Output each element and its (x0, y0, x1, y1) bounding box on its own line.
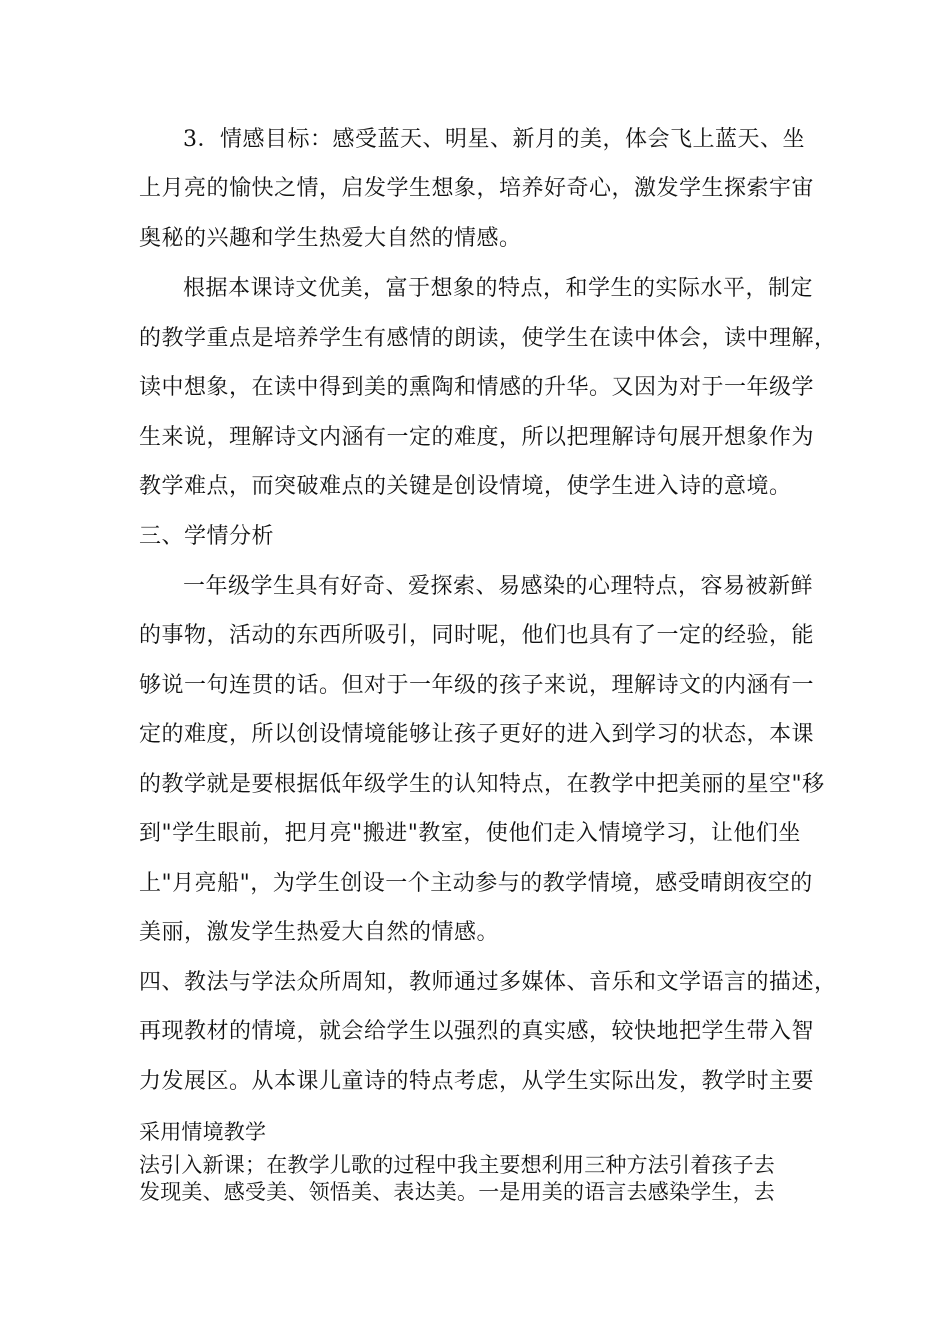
paragraph-line: 生来说，理解诗文内涵有一定的难度，所以把理解诗句展开想象作为 (139, 425, 815, 450)
paragraph-line: 再现教材的情境，就会给学生以强烈的真实感，较快地把学生带入智 (139, 1019, 815, 1044)
paragraph-line: 发现美、感受美、领悟美、表达美。一是用美的语言去感染学生，去 (139, 1180, 775, 1204)
paragraph-line: 采用情境教学 (139, 1120, 267, 1144)
paragraph-line: 上"月亮船"，为学生创设一个主动参与的教学情境，感受晴朗夜空的 (139, 871, 813, 896)
paragraph-line: 教学难点，而突破难点的关键是创设情境，使学生进入诗的意境。 (139, 474, 792, 499)
paragraph-line: 读中想象，在读中得到美的熏陶和情感的升华。又因为对于一年级学 (139, 375, 815, 400)
paragraph-line: 到"学生眼前，把月亮"搬进"教室，使他们走入情境学习，让他们坐 (139, 821, 801, 846)
paragraph-line: 定的难度，所以创设情境能够让孩子更好的进入到学习的状态，本课 (139, 722, 815, 747)
paragraph-line: 美丽，激发学生热爱大自然的情感。 (139, 920, 500, 945)
paragraph-line: 的事物，活动的东西所吸引，同时呢，他们也具有了一定的经验，能 (139, 623, 815, 648)
paragraph-line: 法引入新课；在教学儿歌的过程中我主要想利用三种方法引着孩子去 (139, 1153, 775, 1177)
paragraph-line: 一年级学生具有好奇、爱探索、易感染的心理特点，容易被新鲜 (183, 574, 814, 599)
paragraph-line: 够说一句连贯的话。但对于一年级的孩子来说，理解诗文的内涵有一 (139, 673, 815, 698)
section-heading: 四、教法与学法众所周知，教师通过多媒体、音乐和文学语言的描述， (139, 970, 837, 995)
paragraph-line: 的教学就是要根据低年级学生的认知特点，在教学中把美丽的星空"移 (139, 772, 825, 797)
paragraph-line: 3．情感目标：感受蓝天、明星、新月的美，体会飞上蓝天、坐 (183, 127, 805, 152)
section-heading: 三、学情分析 (139, 524, 275, 549)
paragraph-line: 奥秘的兴趣和学生热爱大自然的情感。 (139, 226, 522, 251)
paragraph-line: 的教学重点是培养学生有感情的朗读，使学生在读中体会，读中理解， (139, 326, 837, 351)
paragraph-line: 力发展区。从本课儿童诗的特点考虑，从学生实际出发，教学时主要 (139, 1069, 815, 1094)
paragraph-line: 上月亮的愉快之情，启发学生想象，培养好奇心，激发学生探索宇宙 (139, 176, 815, 201)
paragraph-line: 根据本课诗文优美，富于想象的特点，和学生的实际水平，制定 (183, 276, 814, 301)
